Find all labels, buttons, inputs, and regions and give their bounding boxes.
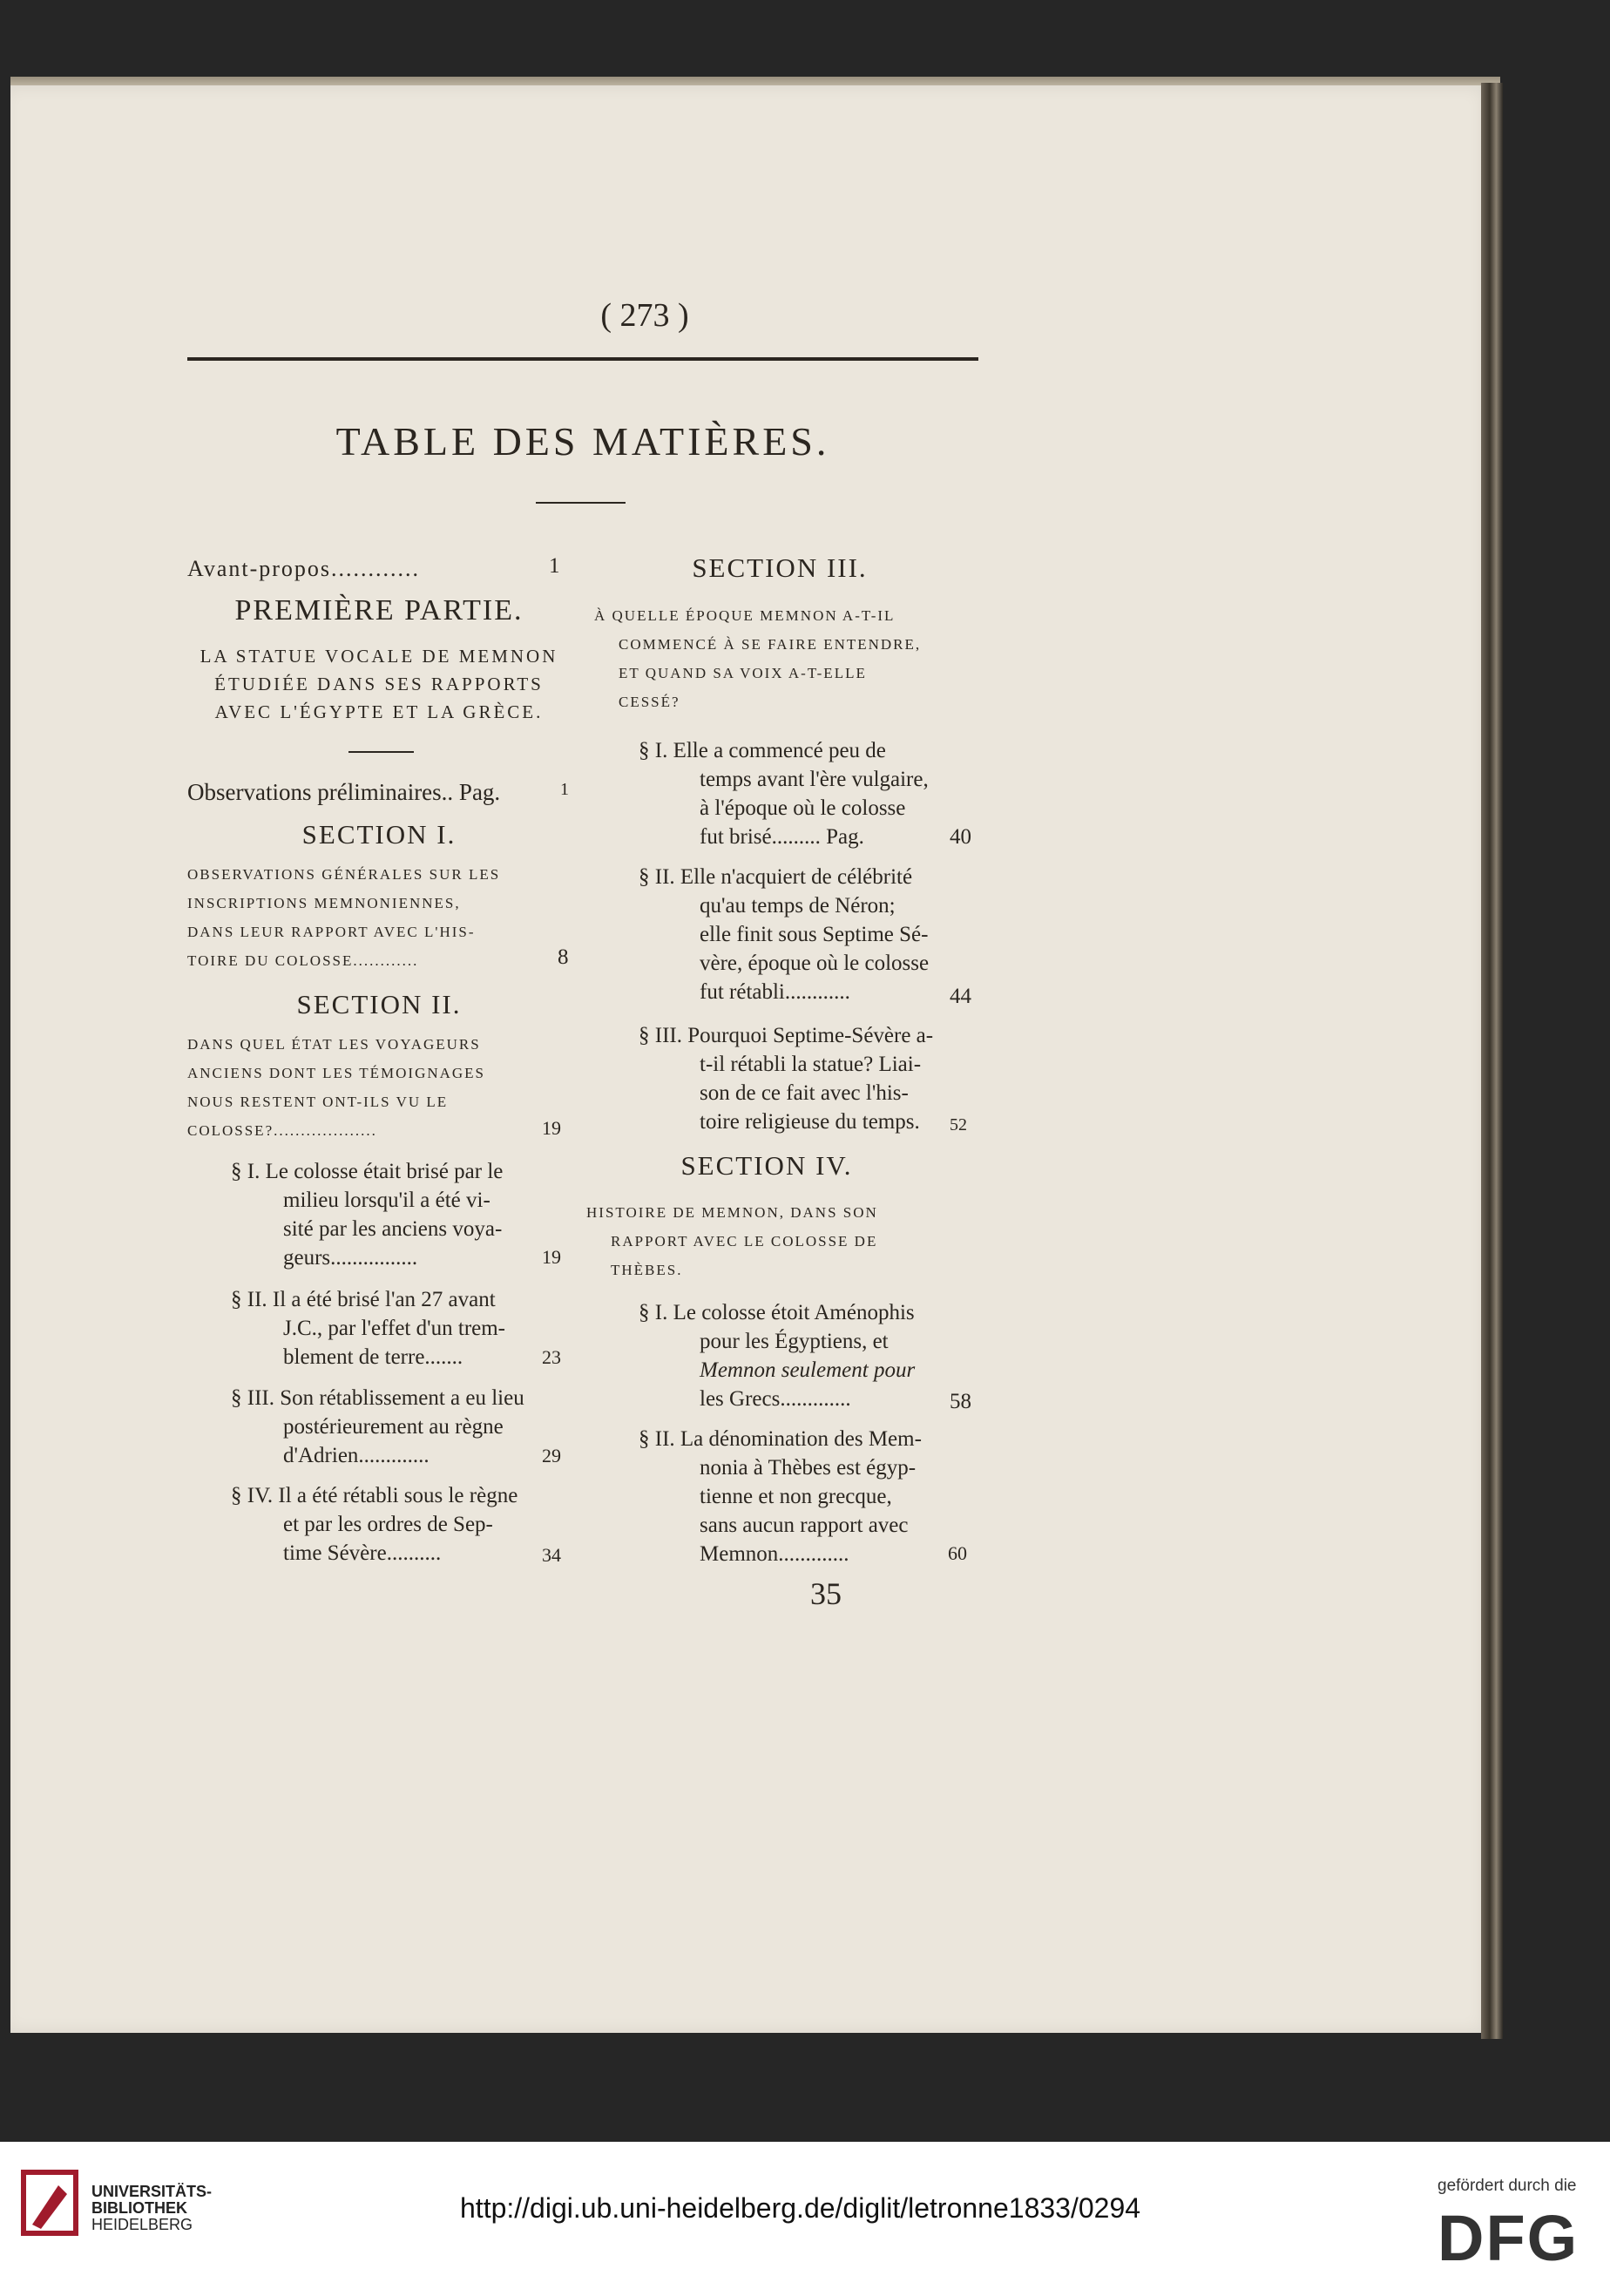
toc-left-s2-page: 23 — [542, 1346, 561, 1368]
toc-right-s1-page: 40 — [950, 825, 971, 849]
toc-right-s2: § II. Elle n'acquiert de célébrité qu'au temps de Néron; elle finit sous Septime Sé- vère, époque où le colosse fut rétabli............ — [639, 865, 930, 1004]
section-2-heading: SECTION II. — [296, 989, 462, 1019]
toc-right-s4: § I. Le colosse étoit Aménophis pour les Égyptiens, et Memnon seulement pour les Grecs............. — [639, 1301, 916, 1411]
page-right-edge — [1481, 83, 1503, 2039]
section-2-page: 19 — [542, 1117, 561, 1139]
toc-left-s1: § I. Le colosse était brisé par le milieu lorsqu'il a été vi- sité par les anciens voya- geurs................ — [231, 1160, 504, 1270]
toc-right-s4-page: 58 — [950, 1390, 971, 1413]
footer-bar — [0, 2142, 1610, 2296]
header-rule — [187, 357, 978, 361]
funding-text: gefördert durch die — [1438, 2177, 1577, 2195]
library-logo-icon — [19, 2168, 80, 2238]
avant-propos: Avant-propos............ — [187, 556, 421, 581]
toc-left-s3: § III. Son rétablissement a eu lieu postérieurement au règne d'Adrien............. — [231, 1386, 524, 1467]
avant-propos-page: 1 — [549, 554, 560, 578]
page-number: ( 273 ) — [600, 297, 689, 334]
toc-right-s5-page: 60 — [948, 1542, 967, 1564]
section-1-page: 8 — [558, 945, 569, 969]
section-4-text: HISTOIRE DE MEMNON, DANS SON RAPPORT AVEC LE COLOSSE DE THÈBES. — [586, 1204, 878, 1278]
part-title: PREMIÈRE PARTIE. — [234, 594, 524, 626]
toc-right-s2-page: 44 — [950, 985, 971, 1008]
toc-left-s3-page: 29 — [542, 1445, 561, 1466]
toc-right-s5: § II. La dénomination des Mem- nonia à Thèbes est égyp- tienne et non grecque, sans aucun rapport avec Memnon............. — [639, 1427, 922, 1566]
toc-observations-page: 1 — [560, 780, 569, 799]
part-subtitle: LA STATUE VOCALE DE MEMNON ÉTUDIÉE DANS SES RAPPORTS AVEC L'ÉGYPTE ET LA GRÈCE. — [200, 646, 558, 722]
toc-right-s1: § I. Elle a commencé peu de temps avant l'ère vulgaire, à l'époque où le colosse fut brisé......... Pag. — [639, 739, 929, 849]
library-name: UNIVERSITÄTS- BIBLIOTHEK HEIDELBERG — [91, 2183, 213, 2233]
toc-left-s1-page: 19 — [542, 1246, 561, 1268]
part-rule — [348, 751, 414, 753]
signature-mark: 35 — [810, 1576, 842, 1611]
source-url[interactable]: http://digi.ub.uni-heidelberg.de/diglit/letronne1833/0294 — [460, 2192, 1141, 2224]
section-3-heading: SECTION III. — [692, 552, 868, 583]
toc-right-s3-page: 52 — [950, 1115, 967, 1134]
title-rule — [536, 502, 626, 504]
toc-left-s2: § II. Il a été brisé l'an 27 avant J.C., par l'effet d'un trem- blement de terre....... — [231, 1288, 506, 1369]
toc-observations: Observations préliminaires.. Pag. — [187, 779, 501, 805]
dfg-logo: DFG — [1438, 2202, 1580, 2274]
section-3-text: À QUELLE ÉPOQUE MEMNON A-T-IL COMMENCÉ À SE FAIRE ENTENDRE, ET QUAND SA VOIX A-T-ELLE CESSÉ? — [594, 607, 922, 710]
toc-left-s4: § IV. Il a été rétabli sous le règne et par les ordres de Sep- time Sévère.......... — [231, 1484, 518, 1565]
section-4-heading: SECTION IV. — [680, 1150, 853, 1181]
toc-right-s3: § III. Pourquoi Septime-Sévère a- t-il rétabli la statue? Liai- son de ce fait avec l'his- toire religieuse du temps. — [639, 1024, 934, 1134]
section-1-text: OBSERVATIONS GÉNÉRALES SUR LES INSCRIPTIONS MEMNONIENNES, DANS LEUR RAPPORT AVEC L'HIS- TOIRE DU COLOSSE............ — [187, 866, 501, 969]
toc-left-s4-page: 34 — [542, 1544, 561, 1566]
section-2-text: DANS QUEL ÉTAT LES VOYAGEURS ANCIENS DONT LES TÉMOIGNAGES NOUS RESTENT ONT-ILS VU LE COLOSSE?................... — [187, 1036, 486, 1139]
section-1-heading: SECTION I. — [301, 819, 457, 850]
page-title: TABLE DES MATIÈRES. — [335, 419, 830, 464]
